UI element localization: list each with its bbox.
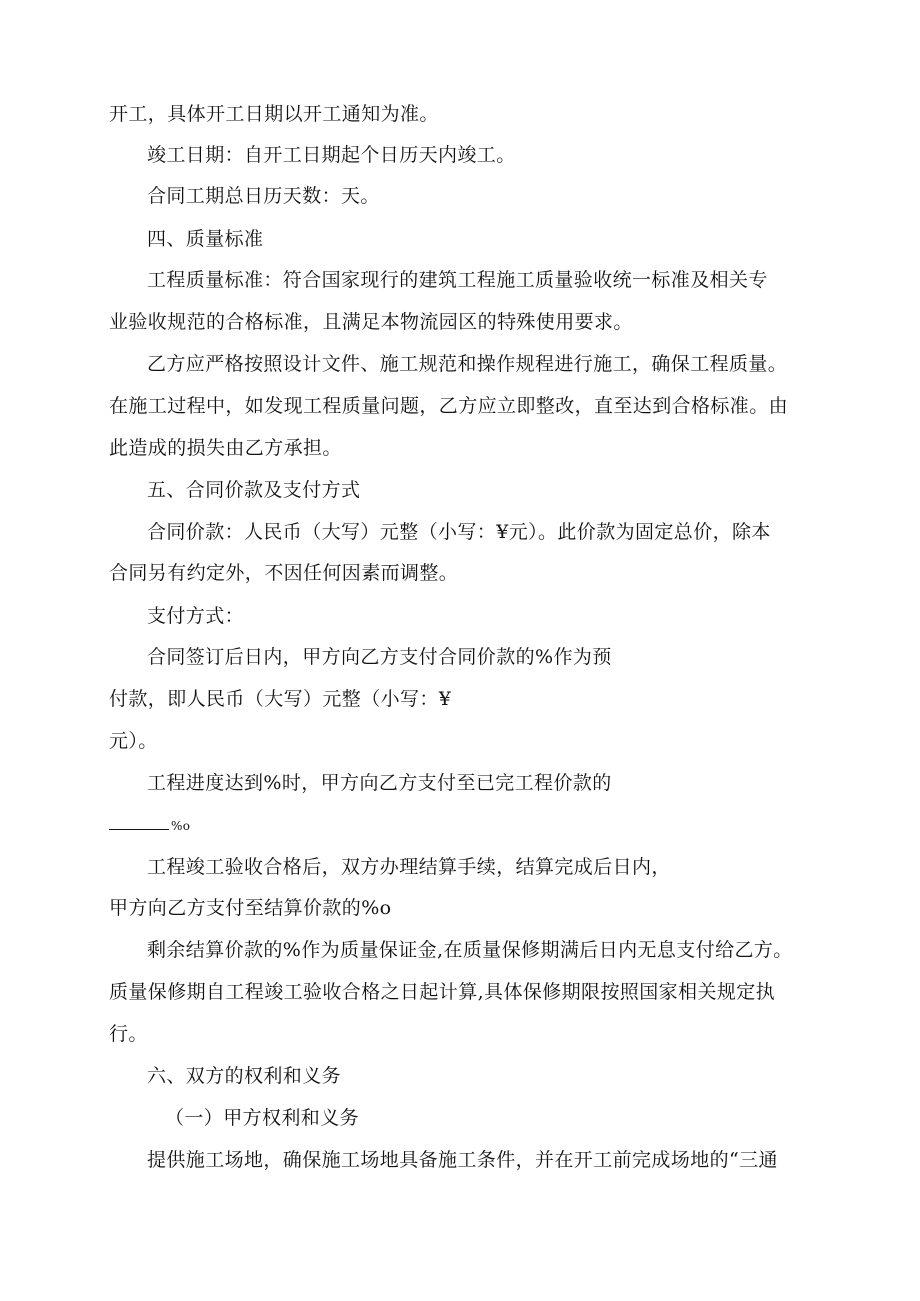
line-settlement-1: 工程竣工验收合格后，双方办理结算手续，结算完成后日内，	[147, 856, 671, 878]
line-site-provision: 提供施工场地，确保施工场地具备施工条件，并在开工前完成场地的“三通	[147, 1149, 778, 1171]
line-retention-3: 行。	[109, 1023, 148, 1045]
line-retention-1: 剩余结算价款的%作为质量保证金,在质量保修期满后日内无息支付给乙方。	[147, 939, 793, 961]
percent-mark: %o	[171, 819, 191, 833]
line-start-date-note: 开工，具体开工日期以开工通知为准。	[109, 103, 439, 125]
line-completion-date: 竣工日期：自开工日期起个日历天内竣工。	[147, 144, 516, 166]
line-contract-price-1: 合同价款：人民币（大写）元整（小写：¥元）。此价款为固定总价，除本	[147, 521, 771, 543]
line-construction-1: 乙方应严格按照设计文件、施工规范和操作规程进行施工，确保工程质量。	[147, 353, 788, 375]
line-progress-payment: 工程进度达到%时，甲方向乙方支付至已完工程价款的	[147, 772, 612, 794]
line-advance-payment-1: 合同签订后日内，甲方向乙方支付合同价款的%作为预	[147, 646, 612, 668]
heading-price-payment: 五、合同价款及支付方式	[147, 479, 361, 501]
line-payment-method: 支付方式：	[147, 605, 245, 627]
line-advance-payment-2: 付款，即人民币（大写）元整（小写：¥	[109, 688, 452, 710]
line-settlement-2: 甲方向乙方支付至结算价款的%o	[109, 897, 392, 919]
subheading-party-a: （一）甲方权利和义务	[165, 1107, 360, 1129]
line-construction-2: 在施工过程中，如发现工程质量问题，乙方应立即整改，直至达到合格标准。由	[109, 395, 789, 417]
line-quality-standard-2: 业验收规范的合格标准，且满足本物流园区的特殊使用要求。	[109, 311, 633, 333]
heading-rights-obligations: 六、双方的权利和义务	[147, 1065, 342, 1087]
line-construction-3: 此造成的损失由乙方承担。	[109, 437, 342, 459]
line-total-days: 合同工期总日历天数：天。	[147, 185, 380, 207]
line-quality-standard-1: 工程质量标准：符合国家现行的建筑工程施工质量验收统一标准及相关专	[147, 269, 768, 291]
line-progress-blank	[109, 812, 190, 838]
line-contract-price-2: 合同另有约定外，不因任何因素而调整。	[109, 562, 459, 584]
heading-quality-standard: 四、质量标准	[147, 228, 264, 250]
line-advance-payment-3: 元）。	[109, 730, 158, 752]
fill-in-blank	[109, 815, 169, 830]
line-retention-2: 质量保修期自工程竣工验收合格之日起计算,具体保修期限按照国家相关规定执	[109, 981, 776, 1003]
